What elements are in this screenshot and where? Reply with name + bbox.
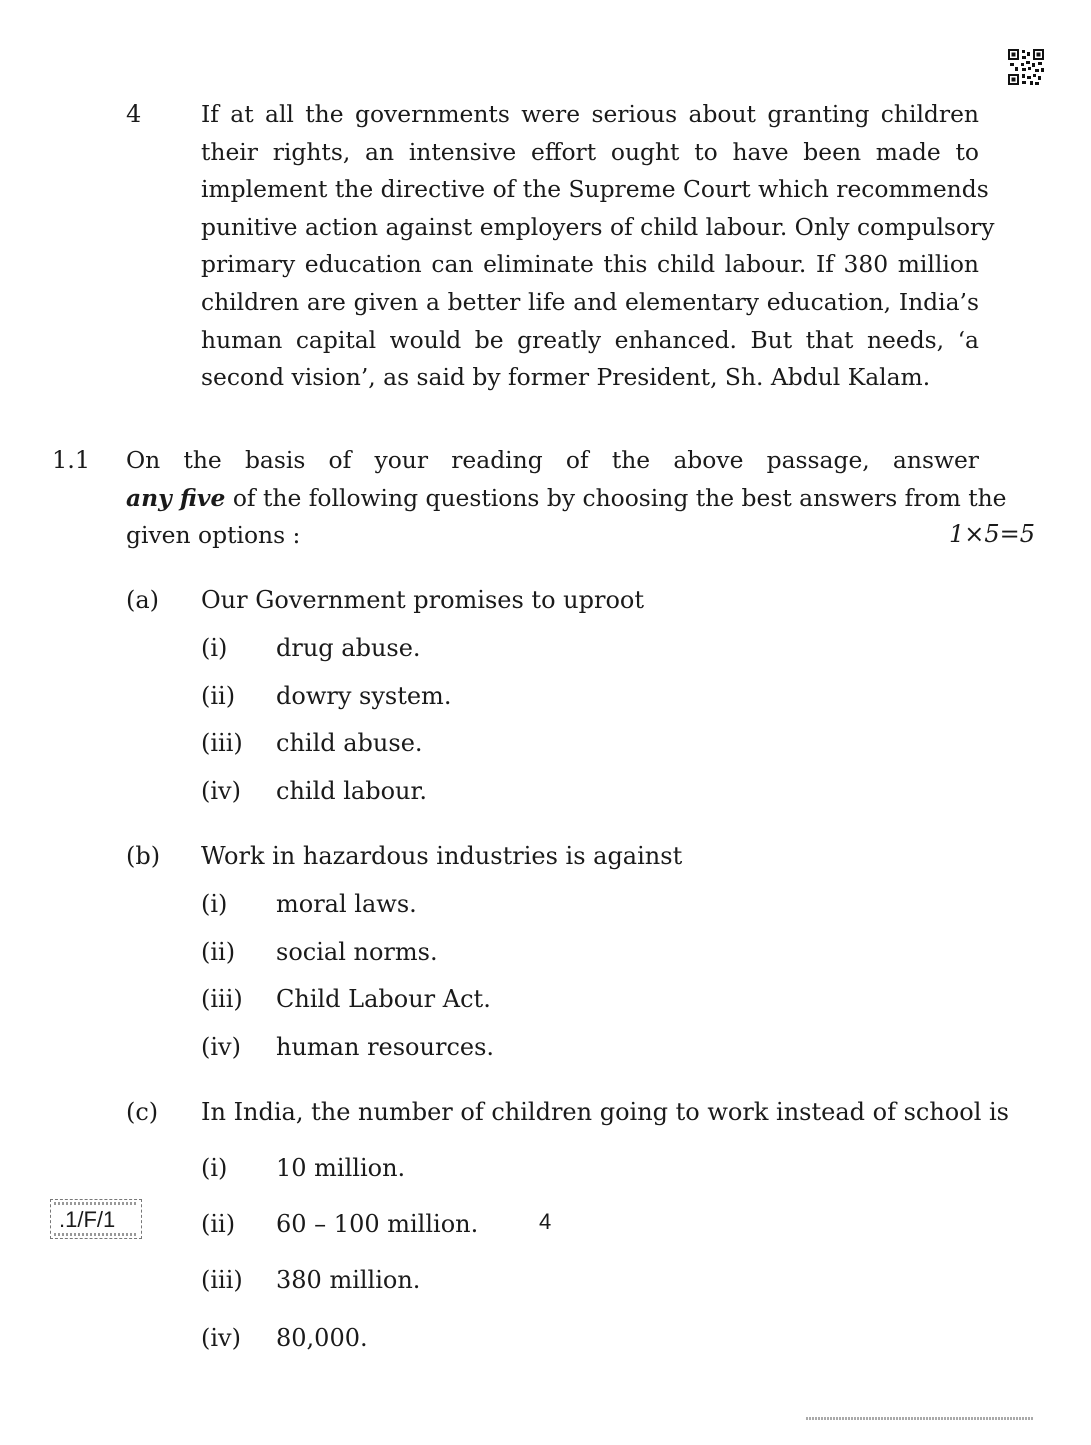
option-label: (i)	[201, 1154, 228, 1182]
sub-question-label: (c)	[126, 1098, 159, 1126]
option-text: moral laws.	[276, 890, 417, 918]
marks-allocation: 1×5=5	[948, 520, 1035, 548]
footer-microtext-strip	[806, 1417, 1034, 1420]
passage-line: implement the directive of the Supreme Court which recommends	[201, 175, 989, 204]
code-microtext-strip	[54, 1233, 138, 1236]
paper-code-box	[50, 1199, 142, 1239]
option-text: Child Labour Act.	[276, 985, 491, 1013]
option-label: (iii)	[201, 729, 243, 757]
instruction-line: On the basis of your reading of the above passage, answer	[126, 446, 979, 474]
option-text: drug abuse.	[276, 634, 421, 662]
option-label: (ii)	[201, 1210, 236, 1238]
option-text: 10 million.	[276, 1154, 406, 1182]
sub-question-text: Our Government promises to uproot	[201, 586, 644, 614]
option-text: child labour.	[276, 777, 427, 805]
option-label: (iii)	[201, 1266, 243, 1294]
code-microtext-strip	[54, 1202, 138, 1205]
sub-question-label: (b)	[126, 842, 161, 870]
page-number: 4	[539, 1209, 552, 1234]
passage-line: punitive action against employers of child labour. Only compulsory	[201, 212, 995, 241]
option-label: (i)	[201, 634, 228, 662]
passage-line: If at all the governments were serious about granting children	[201, 100, 979, 128]
option-label: (iv)	[201, 1324, 241, 1352]
option-text: 80,000.	[276, 1324, 368, 1352]
passage-line: second vision’, as said by former President, Sh. Abdul Kalam.	[201, 363, 931, 392]
instruction-line-rest: of the following questions by choosing the best answers from the	[225, 483, 1007, 512]
qr-code-icon	[1008, 49, 1044, 85]
option-text: 380 million.	[276, 1266, 421, 1294]
sub-question-label: (a)	[126, 586, 160, 614]
passage-line: primary education can eliminate this child labour. If 380 million	[201, 250, 979, 279]
instruction-line	[126, 480, 1007, 518]
option-text: 60 – 100 million.	[276, 1210, 479, 1238]
instruction-emphasis: any five	[126, 483, 226, 512]
option-label: (ii)	[201, 938, 236, 966]
option-text: dowry system.	[276, 682, 452, 710]
passage-line: human capital would be greatly enhanced. But that needs, ‘a	[201, 325, 979, 354]
option-text: social norms.	[276, 938, 438, 966]
option-text: human resources.	[276, 1033, 495, 1061]
option-label: (iv)	[201, 777, 241, 805]
question-number: 1.1	[52, 446, 91, 474]
instruction-line: given options :	[126, 521, 301, 550]
sub-question-text: Work in hazardous industries is against	[201, 842, 683, 870]
passage-paragraph	[201, 96, 995, 397]
paragraph-number: 4	[126, 100, 142, 128]
sub-question-text: In India, the number of children going to work instead of school is	[201, 1098, 1009, 1126]
option-label: (iii)	[201, 985, 243, 1013]
option-label: (i)	[201, 890, 228, 918]
passage-line: their rights, an intensive effort ought to have been made to	[201, 137, 979, 166]
option-label: (ii)	[201, 682, 236, 710]
option-label: (iv)	[201, 1033, 241, 1061]
paper-code: .1/F/1	[59, 1207, 116, 1232]
option-text: child abuse.	[276, 729, 423, 757]
passage-line: children are given a better life and elementary education, India’s	[201, 287, 979, 316]
